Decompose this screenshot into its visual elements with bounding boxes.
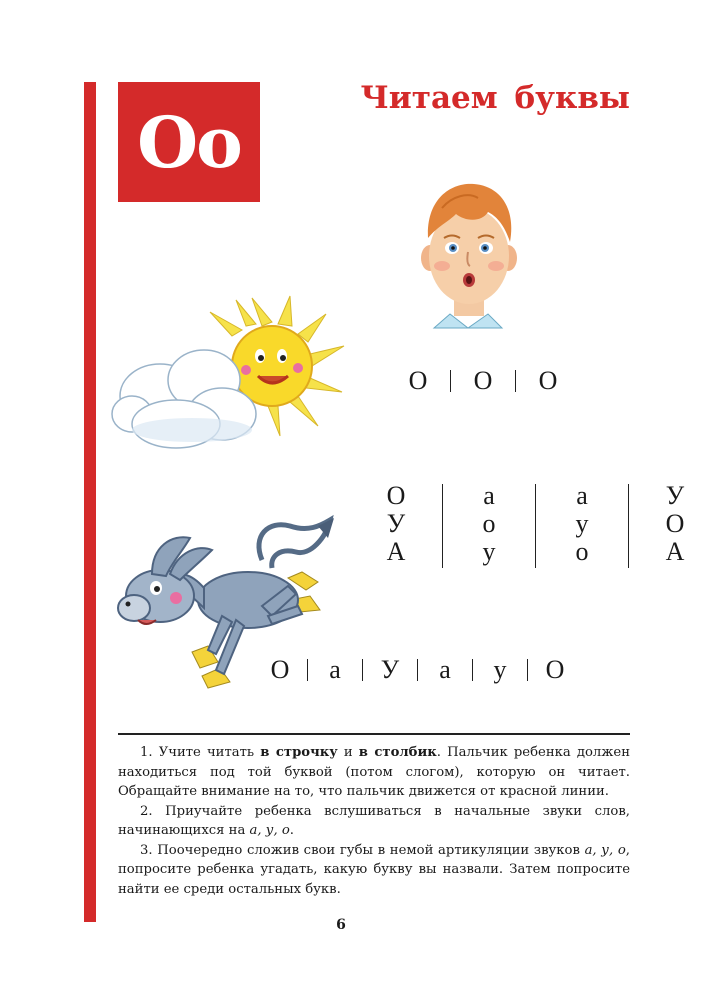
separator <box>417 659 418 681</box>
instruction-paragraph-1 <box>118 743 630 802</box>
letter-cell: А <box>665 537 685 566</box>
page-number: 6 <box>336 917 346 933</box>
separator <box>450 370 451 392</box>
letter-cell: О <box>408 366 428 395</box>
letter-cell: О <box>386 481 406 510</box>
letter-cell: а <box>576 481 588 510</box>
letter-cell: а <box>329 655 341 684</box>
bold-text: в столбик <box>358 745 437 760</box>
column-separator <box>628 484 629 568</box>
bold-text: в строчку <box>260 745 338 760</box>
column-separator <box>442 484 443 568</box>
text-run: 3. Поочередно сложив свои губы в немой артикуляции звуков <box>140 842 580 858</box>
letter-cell: У <box>380 655 400 684</box>
sun-cloud-illustration <box>112 296 350 454</box>
instruction-paragraph-3 <box>118 841 630 900</box>
italic-text: а, у, о <box>584 842 626 858</box>
separator <box>307 659 308 681</box>
paragraph-number: 1. <box>140 745 153 760</box>
letter-cell: а <box>439 655 451 684</box>
letter-cell: у <box>575 509 589 538</box>
text-run: . Пальчик ребенка должен находиться под той буквой (потом слогом), которую он читает. Обращайте внимание на то, что пальчик движется от красной линии. <box>118 745 630 799</box>
instruction-paragraph-2 <box>118 802 630 841</box>
letter-cell: О <box>545 655 565 684</box>
letter-box-text: Оо <box>137 100 241 184</box>
letter-column-3 <box>556 482 608 568</box>
letter-cell: у <box>493 655 507 684</box>
horizontal-rule <box>118 733 630 735</box>
letter-box <box>118 82 260 202</box>
letter-row-1 <box>398 366 568 396</box>
separator <box>515 370 516 392</box>
boy-face-illustration <box>412 178 524 330</box>
text-run: и <box>343 745 353 760</box>
letter-column-1 <box>370 482 422 568</box>
letter-cell: У <box>665 481 685 510</box>
letter-cell: о <box>575 537 589 566</box>
letter-cell: О <box>538 366 558 395</box>
separator <box>527 659 528 681</box>
text-run: , попросите ребенка угадать, какую букву вы назвали. Затем попросите найти ее среди остальных букв. <box>118 842 630 897</box>
separator <box>472 659 473 681</box>
letter-column-4 <box>649 482 701 568</box>
text-run: 2. Приучайте ребенка вслушиваться в начальные звуки слов, начинающихся на <box>118 803 630 838</box>
letter-cell: О <box>665 509 685 538</box>
letter-cell: О <box>270 655 290 684</box>
text-run: . <box>289 823 294 838</box>
letter-cell: А <box>386 537 406 566</box>
italic-text: а, у, о <box>249 823 290 838</box>
letter-cell: О <box>473 366 493 395</box>
instructions-text <box>118 743 630 899</box>
letter-row-3 <box>262 655 573 685</box>
letter-cell: о <box>482 509 496 538</box>
letter-column-2 <box>463 482 515 568</box>
page-title: Читаем буквы <box>360 80 630 116</box>
text-run: Учите читать <box>158 745 255 760</box>
letter-cell: У <box>386 509 406 538</box>
red-margin-bar <box>84 82 96 922</box>
letter-columns <box>370 482 701 568</box>
separator <box>362 659 363 681</box>
letter-cell: у <box>482 537 496 566</box>
column-separator <box>535 484 536 568</box>
letter-cell: а <box>483 481 495 510</box>
